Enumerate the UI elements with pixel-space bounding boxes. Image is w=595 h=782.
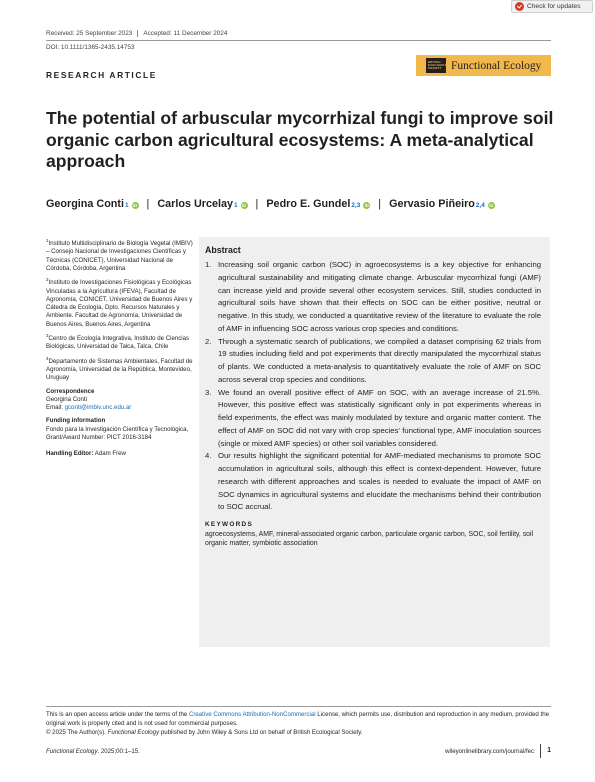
author-separator: | (255, 198, 259, 210)
footer-right (445, 744, 551, 758)
bes-logo-mark (426, 58, 449, 73)
author-affiliation[interactable]: 1 (124, 202, 129, 209)
correspondence-name: Georgina Conti (46, 395, 87, 403)
page-footer (46, 744, 551, 758)
author-affiliation[interactable]: 1 (233, 202, 238, 209)
funding-label: Funding information (46, 417, 106, 425)
check-for-updates-label: Check for updates (527, 3, 581, 10)
author-name[interactable]: Gervasio Piñeiro (389, 198, 475, 210)
abstract-box (199, 237, 550, 647)
affiliation: $^3$Centro de Ecología Integrativa, Instituto de Ciencias Biológicas, Universidad de Talca, Talca, Chile (46, 333, 190, 351)
author-separator: | (146, 198, 150, 210)
logo-line-2: ECOLOGICAL (428, 63, 449, 67)
journal-name: Functional Ecology (451, 59, 542, 72)
author-affiliation[interactable]: 2,4 (475, 202, 485, 209)
sidebar-info (46, 237, 194, 459)
license-link[interactable]: Creative Commons Attribution-NonCommercial (188, 711, 316, 718)
affiliation: $^2$Instituto de Investigaciones Fisiológicas y Ecológicas Vinculadas a la Agricultura (IFEVA), Facultad de Agronomía, CONICET, Universidad de Buenos Aires y Cátedra de Ecología, Dpto. Recursos Naturales y Ambiente. Facultad de Agronomía, Universidad de Buenos Aires, Buenos Aires, Argentina (46, 277, 193, 328)
journal-logo[interactable] (416, 55, 551, 76)
footer-rule (46, 706, 551, 707)
abstract-heading: Abstract (205, 245, 241, 255)
affiliation: $^4$Departamento de Sistemas Ambientales, Facultad de Agronomía, Universidad de la República, Montevideo, Uruguay (46, 355, 193, 382)
author-affiliation[interactable]: 2,3 (351, 202, 361, 209)
abstract-item: 3. We found an overall positive effect of AMF on SOC, with an average increase of 21.5%. However, this positive effect was statistically significant only in pot experiments whereas in field experiments, the effect was mainly modulated by texture and organic matter content. The effect of AMF on SOC did not vary with crop species' functional type, AMF inoculation sources (single or mixed AMF species) or other soil variables considered. (205, 387, 541, 448)
funding-text: Fondo para la Investigación Científica y Tecnológica, Grant/Award Number: PICT 2016-3184 (46, 425, 189, 442)
affiliation: $^1$Instituto Multidisciplinario de Biología Vegetal (IMBIV) – Consejo Nacional de Investigaciones Científicas y Técnicas (CONICET), Universidad Nacional de Córdoba, Córdoba, Argentina (46, 238, 193, 272)
keywords: agroecosystems, AMF, mineral-associated organic carbon, particulate organic carbon, SOC, soil fertility, soil organic matter, symbiotic association (205, 531, 534, 547)
header-rule (46, 40, 551, 41)
abstract-list (205, 259, 541, 514)
orcid-icon[interactable]: iD (132, 203, 138, 208)
author-separator: | (378, 198, 382, 210)
logo-line-1: BRITISH (428, 60, 441, 64)
dates-row (46, 30, 227, 37)
doi[interactable]: DOI: 10.1111/1365-2435.14753 (46, 44, 135, 51)
license-statement: This is an open access article under the terms of the Creative Commons Attribution-NonCommercial License, which permits use, distribution and reproduction in any medium, provided the original work is properly cited and is not used for commercial purposes. © 2025 The Author(s). Functional Ecology published by John Wiley & Sons Ltd on behalf of British Ecological Society. (46, 711, 549, 736)
orcid-icon[interactable]: iD (364, 203, 369, 208)
abstract-item: 2. Through a systematic search of publications, we compiled a dataset comprising 62 trials from 19 studies including field and pot experiments that directly manipulated the mycorrhizal status of plants. We conducted a meta-analysis to quantitatively evaluate the role of AMF on SOC across several crop species and conditions. (205, 336, 541, 384)
received-date: Received: 25 September 2023 (46, 30, 133, 37)
page-number: 1 (540, 744, 551, 758)
author-name[interactable]: Pedro E. Gundel (266, 198, 351, 210)
check-for-updates-badge[interactable] (511, 0, 593, 13)
correspondence-label: Correspondence (46, 387, 95, 395)
author-name[interactable]: Georgina Conti (46, 198, 124, 210)
abstract-item: 4. Our results highlight the significant potential for AMF-mediated mechanisms to promote SOC accumulation in agricultural soils, although this effect is context-dependent. However, future research with different approaches and scales is needed to evaluate the impact of AMF on SOC dynamics in agricultural systems and elucidate the mechanisms behind their contribution to SOC accrual. (205, 451, 541, 512)
orcid-icon[interactable]: iD (489, 203, 494, 208)
author-name[interactable]: Carlos Urcelay (157, 198, 233, 210)
dates-divider (137, 30, 138, 37)
article-title: The potential of arbuscular mycorrhizal fungi to improve soil organic carbon agricultural ecosystems: A meta-analytical approach (46, 108, 554, 172)
logo-line-3: SOCIETY (428, 66, 442, 70)
keywords-heading: KEYWORDS (205, 521, 254, 528)
handling-editor: Handling Editor: Adam Frew (46, 450, 126, 458)
correspondence-email-link[interactable]: gconti@imbiv.unc.edu.ar (64, 404, 132, 412)
journal-website-link[interactable]: wileyonlinelibrary.com/journal/fec (445, 747, 535, 755)
citation: Functional Ecology. 2025;00:1–15. (46, 747, 140, 755)
correspondence-email-row: Email: gconti@imbiv.unc.edu.ar (46, 404, 132, 412)
accepted-date: Accepted: 11 December 2024 (143, 30, 228, 37)
orcid-icon[interactable]: iD (241, 203, 247, 208)
abstract-item: 1. Increasing soil organic carbon (SOC) in agroecosystems is a key objective for enhancing agricultural sustainability and mitigating climate change. Arbuscular mycorrhizal fungi (AMF) can increase yield and provide several other ecosystem services. Still, studies conducted in agricultural soils have shown that their effects on SOC can be either positive, neutral or negative. In this study, we conducted a quantitative review of the literature to evaluate the role of AMF in influencing SOC across various crop species and conditions. (205, 260, 541, 333)
author-list (46, 198, 495, 210)
check-updates-icon (515, 2, 524, 11)
article-type: RESEARCH ARTICLE (46, 70, 157, 80)
